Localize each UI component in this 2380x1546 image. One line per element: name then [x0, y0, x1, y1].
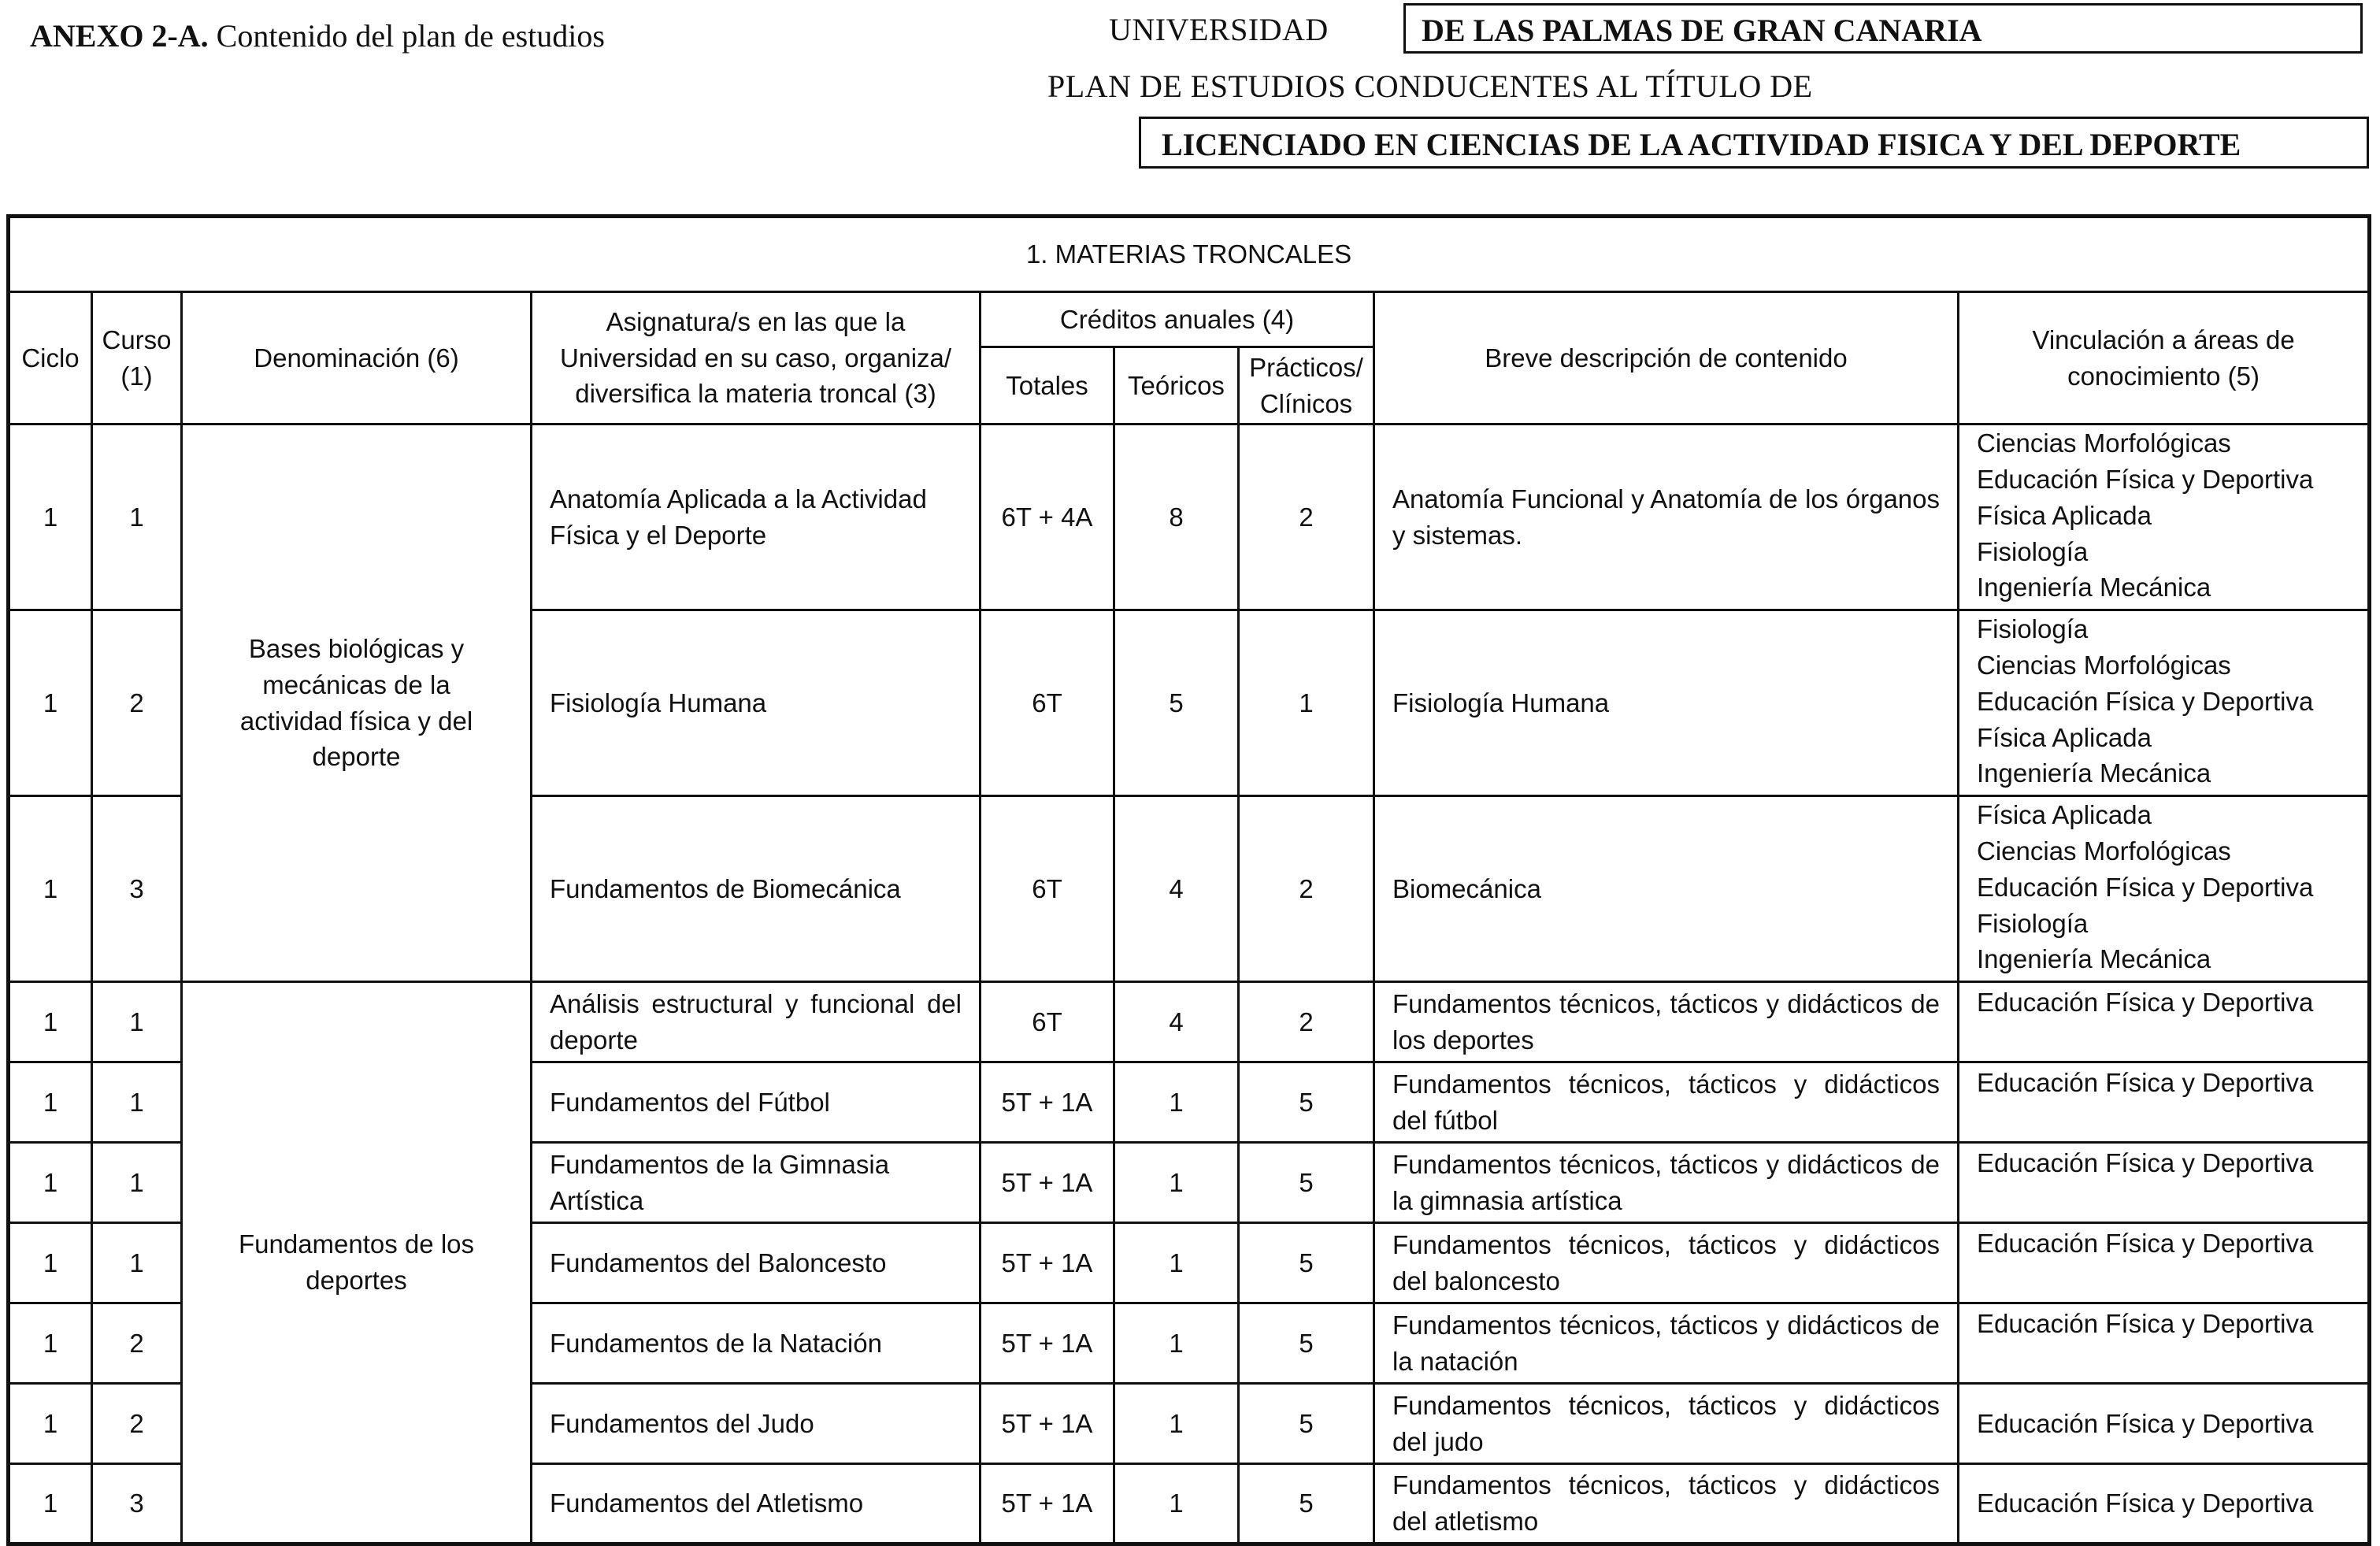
totales-cell: 5T + 1A [981, 1303, 1114, 1384]
practicos-cell: 2 [1239, 425, 1374, 610]
teoricos-cell: 4 [1114, 982, 1239, 1062]
ciclo-cell: 1 [9, 1303, 92, 1384]
practicos-cell: 5 [1239, 1303, 1374, 1384]
curriculum-table [6, 214, 2371, 1546]
area-item: Ingeniería Mecánica [1977, 944, 2211, 974]
practicos-cell: 1 [1239, 610, 1374, 796]
practicos-cell: 2 [1239, 982, 1374, 1062]
descripcion-cell: Fundamentos técnicos, tácticos y didácticos del baloncesto [1374, 1223, 1959, 1303]
practicos-cell: 5 [1239, 1143, 1374, 1223]
asignatura-cell: Fundamentos del Fútbol [532, 1062, 981, 1143]
curso-cell: 3 [92, 796, 182, 982]
teoricos-cell: 1 [1114, 1143, 1239, 1223]
curso-cell: 1 [92, 425, 182, 610]
teoricos-cell: 1 [1114, 1464, 1239, 1544]
teoricos-cell: 4 [1114, 796, 1239, 982]
totales-cell: 5T + 1A [981, 1464, 1114, 1544]
area-item: Educación Física y Deportiva [1977, 1148, 2314, 1177]
col-header-totales: Totales [981, 347, 1114, 425]
area-item: Educación Física y Deportiva [1977, 988, 2314, 1017]
annex-heading [30, 17, 605, 54]
areas-cell [1959, 1223, 2370, 1303]
area-item: Educación Física y Deportiva [1977, 1229, 2314, 1258]
totales-cell: 6T + 4A [981, 425, 1114, 610]
area-item: Ciencias Morfológicas [1977, 428, 2231, 458]
ciclo-cell: 1 [9, 610, 92, 796]
asignatura-cell: Fundamentos de la Natación [532, 1303, 981, 1384]
area-item: Ingeniería Mecánica [1977, 573, 2211, 602]
area-item: Educación Física y Deportiva [1977, 1068, 2314, 1097]
table-row [9, 982, 2370, 1062]
descripcion-cell: Biomecánica [1374, 796, 1959, 982]
denominacion-cell: Fundamentos de los deportes [182, 982, 532, 1544]
teoricos-cell: 8 [1114, 425, 1239, 610]
area-item: Educación Física y Deportiva [1977, 1309, 2314, 1338]
totales-cell: 5T + 1A [981, 1062, 1114, 1143]
ciclo-cell: 1 [9, 1143, 92, 1223]
university-label: UNIVERSIDAD [1109, 12, 1329, 47]
area-item: Educación Física y Deportiva [1977, 1489, 2314, 1518]
curso-cell: 3 [92, 1464, 182, 1544]
descripcion-cell: Anatomía Funcional y Anatomía de los órganos y sistemas. [1374, 425, 1959, 610]
area-item: Educación Física y Deportiva [1977, 1408, 2314, 1438]
areas-cell [1959, 1464, 2370, 1544]
descripcion-cell: Fundamentos técnicos, tácticos y didácticos de la natación [1374, 1303, 1959, 1384]
asignatura-cell: Fundamentos del Judo [532, 1384, 981, 1464]
asignatura-cell: Fisiología Humana [532, 610, 981, 796]
asignatura-cell: Análisis estructural y funcional del deporte [532, 982, 981, 1062]
totales-cell: 6T [981, 796, 1114, 982]
annex-number: ANEXO 2-A. [30, 18, 209, 54]
teoricos-cell: 1 [1114, 1223, 1239, 1303]
areas-cell [1959, 610, 2370, 796]
col-header-vinculacion: Vinculación a áreas de conocimiento (5) [1959, 292, 2370, 425]
degree-title-box: LICENCIADO EN CIENCIAS DE LA ACTIVIDAD FISICA Y DEL DEPORTE [1139, 117, 2369, 169]
area-item: Educación Física y Deportiva [1977, 686, 2314, 716]
curso-cell: 2 [92, 1303, 182, 1384]
totales-cell: 5T + 1A [981, 1143, 1114, 1223]
asignatura-cell: Fundamentos de Biomecánica [532, 796, 981, 982]
ciclo-cell: 1 [9, 425, 92, 610]
practicos-cell: 5 [1239, 1062, 1374, 1143]
area-item: Fisiología [1977, 536, 2089, 566]
area-item: Ciencias Morfológicas [1977, 650, 2231, 680]
ciclo-cell: 1 [9, 1062, 92, 1143]
university-name-box: DE LAS PALMAS DE GRAN CANARIA [1403, 3, 2363, 54]
areas-cell [1959, 425, 2370, 610]
areas-cell [1959, 1143, 2370, 1223]
asignatura-cell: Anatomía Aplicada a la Actividad Física y el Deporte [532, 425, 981, 610]
practicos-cell: 5 [1239, 1223, 1374, 1303]
teoricos-cell: 5 [1114, 610, 1239, 796]
area-item: Fisiología [1977, 614, 2089, 643]
totales-cell: 6T [981, 982, 1114, 1062]
totales-cell: 5T + 1A [981, 1223, 1114, 1303]
asignatura-cell: Fundamentos de la Gimnasia Artística [532, 1143, 981, 1223]
teoricos-cell: 1 [1114, 1303, 1239, 1384]
ciclo-cell: 1 [9, 1384, 92, 1464]
ciclo-cell: 1 [9, 1464, 92, 1544]
curso-cell: 2 [92, 1384, 182, 1464]
col-header-descripcion: Breve descripción de contenido [1374, 292, 1959, 425]
section-title: 1. MATERIAS TRONCALES [9, 217, 2370, 292]
curso-cell: 1 [92, 982, 182, 1062]
col-header-teoricos: Teóricos [1114, 347, 1239, 425]
practicos-cell: 5 [1239, 1384, 1374, 1464]
descripcion-cell: Fundamentos técnicos, tácticos y didácticos del judo [1374, 1384, 1959, 1464]
area-item: Física Aplicada [1977, 722, 2152, 752]
col-header-curso: Curso (1) [92, 292, 182, 425]
ciclo-cell: 1 [9, 1223, 92, 1303]
areas-cell [1959, 796, 2370, 982]
practicos-cell: 2 [1239, 796, 1374, 982]
area-item: Educación Física y Deportiva [1977, 464, 2314, 494]
curso-cell: 1 [92, 1223, 182, 1303]
plan-label: PLAN DE ESTUDIOS CONDUCENTES AL TÍTULO DE [1047, 69, 1813, 104]
totales-cell: 5T + 1A [981, 1384, 1114, 1464]
col-header-asignaturas: Asignatura/s en las que la Universidad en su caso, organiza/ diversifica la materia troncal (3) [532, 292, 981, 425]
annex-description: Contenido del plan de estudios [208, 18, 605, 54]
area-item: Ingeniería Mecánica [1977, 758, 2211, 788]
area-item: Ciencias Morfológicas [1977, 836, 2231, 866]
ciclo-cell: 1 [9, 982, 92, 1062]
curso-cell: 1 [92, 1062, 182, 1143]
area-item: Física Aplicada [1977, 500, 2152, 530]
col-header-creditos: Créditos anuales (4) [981, 292, 1374, 347]
table-row [9, 425, 2370, 610]
asignatura-cell: Fundamentos del Atletismo [532, 1464, 981, 1544]
areas-cell [1959, 1384, 2370, 1464]
areas-cell [1959, 1303, 2370, 1384]
col-header-ciclo: Ciclo [9, 292, 92, 425]
teoricos-cell: 1 [1114, 1062, 1239, 1143]
ciclo-cell: 1 [9, 796, 92, 982]
asignatura-cell: Fundamentos del Baloncesto [532, 1223, 981, 1303]
descripcion-cell: Fundamentos técnicos, tácticos y didácticos del fútbol [1374, 1062, 1959, 1143]
col-header-practicos: Prácticos/ Clínicos [1239, 347, 1374, 425]
descripcion-cell: Fisiología Humana [1374, 610, 1959, 796]
areas-cell [1959, 982, 2370, 1062]
practicos-cell: 5 [1239, 1464, 1374, 1544]
curso-cell: 1 [92, 1143, 182, 1223]
areas-cell [1959, 1062, 2370, 1143]
curso-cell: 2 [92, 610, 182, 796]
area-item: Física Aplicada [1977, 800, 2152, 829]
col-header-denominacion: Denominación (6) [182, 292, 532, 425]
descripcion-cell: Fundamentos técnicos, tácticos y didácticos del atletismo [1374, 1464, 1959, 1544]
area-item: Fisiología [1977, 908, 2089, 938]
descripcion-cell: Fundamentos técnicos, tácticos y didácticos de los deportes [1374, 982, 1959, 1062]
totales-cell: 6T [981, 610, 1114, 796]
teoricos-cell: 1 [1114, 1384, 1239, 1464]
denominacion-cell: Bases biológicas y mecánicas de la actividad física y del deporte [182, 425, 532, 982]
descripcion-cell: Fundamentos técnicos, tácticos y didácticos de la gimnasia artística [1374, 1143, 1959, 1223]
area-item: Educación Física y Deportiva [1977, 872, 2314, 902]
